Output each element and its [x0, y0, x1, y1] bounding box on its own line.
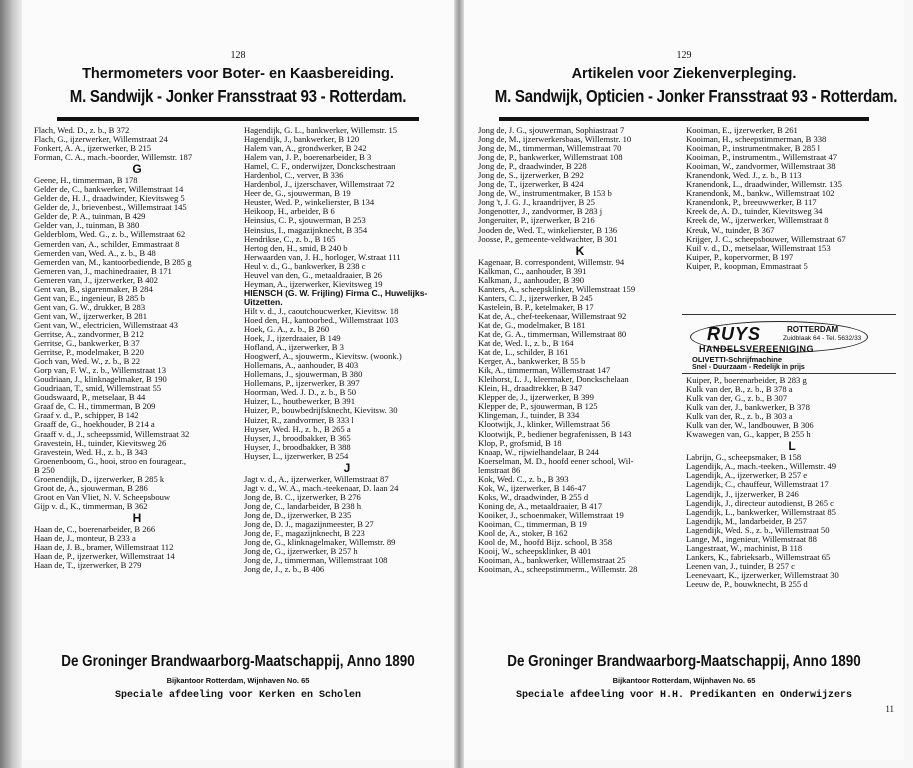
directory-entry: Jong de, W., instrumentmaker, B 153 b	[478, 188, 612, 199]
directory-entry: Hollemans, P., ijzerwerker, B 397	[244, 378, 360, 389]
directory-entry: Kreek de, W., ijzerwerker, Willemstraat 8	[686, 215, 829, 226]
directory-entry: Kerger, A., bankwerker, B 55 b	[478, 356, 586, 367]
directory-entry: Kalkman, J., aanhouder, B 390	[478, 274, 585, 285]
directory-entry: Kanters, A., scheepsklinker, Willemstraat 159	[478, 283, 636, 294]
directory-entry: Kreuk, W., tuinder, B 367	[686, 224, 775, 235]
directory-entry: Kat de, G. A., timmerman, Willemstraat 80	[478, 328, 627, 339]
directory-entry: Hertog den, H., smid, B 240 b	[244, 242, 348, 253]
page-header-advert: Artikelen voor Ziekenverpleging.	[571, 66, 797, 82]
directory-entry: Kranendonk, M., bankw., Willemstraat 102	[686, 188, 835, 199]
directory-entry: Lankers, K., fabrieksarb., Willemstraat 65	[686, 551, 831, 562]
section-letter: J	[343, 460, 351, 475]
directory-entry: Lagendijk, J., ijzerwerker, B 246	[686, 488, 799, 499]
directory-entry: Kat de, Wed. I., z. b., B 164	[478, 338, 574, 349]
directory-entry: Flach, Wed. D., z. b., B 372	[34, 126, 130, 135]
directory-entry: Leenevaart, K., ijzerwerker, Willemstraat 30	[686, 569, 839, 580]
directory-entry: Gravestein, Wed. H., z. b., B 343	[34, 446, 148, 457]
directory-entry: Heul v. d., G., bankwerker, B 238 c	[244, 260, 366, 271]
directory-entry: Jong de, F., magazijnknecht, B 223	[244, 528, 365, 539]
directory-entry: Kuiper, P., koopman, Emmastraat 5	[686, 260, 808, 271]
ad-city: ROTTERDAM	[787, 325, 839, 334]
header-rule	[499, 117, 869, 121]
directory-entry: Joosse, P., gemeente-veldwachter, B 301	[478, 233, 618, 244]
directory-entry: Hoogwerf, A., sjouwerm., Kievitsw. (woonk.)	[244, 351, 402, 362]
directory-entry: Klepper de, J., ijzerwerker, B 399	[478, 392, 594, 403]
directory-entry: Haan de, P., ijzerwerker, Willemstraat 14	[34, 551, 175, 562]
directory-entry: Hardenbol, C., verver, B 336	[244, 170, 344, 181]
directory-entry: Goudriaan, T., smid, Willemstraat 55	[34, 383, 162, 394]
directory-column	[244, 126, 450, 574]
directory-entry: Jooden de, Wed. T., winkelierster, B 136	[478, 224, 618, 235]
directory-entry: Kok, Wed. C., z. b., B 393	[478, 473, 569, 484]
directory-entry: Kuiper, P., boerenarbeider, B 283 g	[686, 376, 807, 385]
directory-entry: Kulk van der, R., z. b., B 303 a	[686, 411, 793, 422]
directory-entry: Jagt v. d., A., ijzerwerker, Willemstraat 87	[244, 473, 389, 484]
directory-entry: Jongenotter, J., zandvormer, B 283 j	[478, 206, 603, 217]
directory-entry: Gemerden van, A., schilder, Emmastraat 8	[34, 238, 180, 249]
directory-entry: Klootwijk, J., klinker, Willemstraat 56	[478, 419, 610, 430]
directory-entry: Haan de, J. B., bramer, Willemstraat 112	[34, 542, 174, 553]
directory-entry: Lagendijk, M., landarbeider, B 257	[686, 515, 807, 526]
directory-entry: Kok, W., ijzerwerker, B 146-47	[478, 482, 587, 493]
directory-entry: Hagendijk, G. L., bankwerker, Willemstr. 15	[244, 126, 398, 135]
page-header-address: M. Sandwijk - Jonker Fransstraat 93 - Rotterdam.	[69, 86, 407, 106]
directory-entry: Jong de, C., landarbeider, B 238 h	[244, 500, 362, 511]
directory-entry: Lagendijk, J., directeur autodienst, B 265 c	[686, 497, 834, 508]
header-rule	[57, 117, 420, 121]
directory-entry: Hendrikse, C., z. b., B 165	[244, 233, 336, 244]
footer-advert-title: De Groninger Brandwaarborg-Maatschappij, Anno 1890	[61, 653, 415, 670]
directory-entry: Huyser, J., broodbakker, B 388	[244, 441, 351, 452]
directory-entry: Kastelein, B. P., ketelmaker, B 17	[478, 301, 594, 312]
directory-entry: Kulk van der, B., z. b., B 378 a	[686, 384, 793, 395]
directory-column	[34, 126, 240, 570]
directory-entry: Jong 't, J. G. J., kraandrijver, B 25	[478, 197, 595, 208]
footer-advert-slogan: Speciale afdeeling voor Kerken en Scholen	[114, 690, 362, 701]
directory-entry: Lagendijk, Wed. S., z. b., Willemstraat 50	[686, 524, 830, 535]
directory-entry: Leenen van, J., tuinder, B 257 c	[686, 560, 795, 571]
directory-entry: Jong de, T., ijzerwerker, B 424	[478, 179, 584, 190]
directory-entry: Heyman, A., ijzerwerker, Kievitsweg 19	[244, 278, 383, 289]
directory-entry: Halem van, A., grondwerker, B 242	[244, 143, 367, 154]
directory-entry: Huyser, L., ijzerwerker, B 254	[244, 450, 349, 461]
directory-entry: Kooiman, P., instrumentmaker, B 285 l	[686, 143, 821, 154]
directory-entry: Jong de, B. C., ijzerwerker, B 276	[244, 491, 361, 502]
directory-entry: Kuil v. d., D., metselaar, Willemstraat 153	[686, 242, 831, 253]
book-edge	[0, 0, 22, 768]
directory-entry: Kranendonk, L., draadwinder, Willemstr. 135	[686, 179, 842, 190]
directory-entry: Gelder de, J., brievenbest., Willemstraat 145	[34, 202, 187, 213]
directory-entry: Jong de, S., ijzerwerker, B 292	[478, 170, 584, 181]
section-letter: H	[132, 510, 142, 525]
directory-entry: Heikoop, H., arbeider, B 6	[244, 206, 335, 217]
directory-entry: Jong de, M., ijzerwerkersbaas, Willemstr. 10	[478, 134, 632, 145]
page-number: 129	[676, 50, 692, 61]
directory-entry: Kranendonk, Wed. J., z. b., B 113	[686, 170, 802, 181]
directory-entry: Kuiper, P., kopervormer, B 197	[686, 251, 794, 262]
directory-entry: Groenendijk, D., ijzerwerker, B 285 k	[34, 473, 165, 484]
directory-entry: Hagendijk, J., bankwerker, B 120	[244, 134, 360, 145]
directory-entry: Kat de, A., chef-teekenaar, Willemstraat 92	[478, 310, 627, 321]
directory-entry: Heinsius, I., magazijnknecht, B 354	[244, 224, 368, 235]
section-letter: L	[788, 439, 796, 454]
directory-entry: Graaf v. d., P., schipper, B 142	[34, 410, 139, 421]
directory-entry: Gelderblom, Wed. G., z. b., Willemstraat 62	[34, 229, 186, 240]
directory-entry: Gemeren van, J., ijzerwerker, B 402	[34, 274, 158, 285]
directory-column	[686, 126, 898, 271]
book-gutter	[454, 0, 464, 768]
directory-entry: Gelder de, H. J., draadwinder, Kievitsweg 5	[34, 193, 185, 204]
directory-entry: Goudriaan, J., klinknagelmaker, B 190	[34, 374, 167, 385]
sheet-number: 11	[885, 704, 894, 714]
footer-advert-title: De Groninger Brandwaarborg-Maatschappij, Anno 1890	[507, 653, 861, 670]
directory-entry: Kik, A., timmerman, Willemstraat 147	[478, 365, 611, 376]
section-letter: K	[575, 243, 585, 258]
directory-entry: Leeuw de, P., bouwknecht, B 255 d	[686, 578, 808, 589]
directory-entry: Koning de, A., metaaldraaier, B 417	[478, 500, 602, 511]
directory-entry: Gelder de, P. A., tuinman, B 429	[34, 211, 146, 222]
section-letter: G	[132, 162, 142, 177]
directory-entry: Hilt v. d., J., caoutchoucwerker, Kievitsw. 18	[244, 305, 399, 316]
directory-entry: Kulk van der, W., landbouwer, B 306	[686, 420, 814, 431]
directory-entry: Goudswaard, P., metselaar, B 44	[34, 392, 146, 403]
directory-entry: Kreek de, A. D., tuinder, Kievitsweg 34	[686, 206, 823, 217]
directory-entry: Gelder van, J., tuinman, B 380	[34, 220, 140, 231]
directory-entry: Kranendonk, P., breeuwwerker, B 117	[686, 197, 817, 208]
directory-entry: Kulk van der, J., bankwerker, B 378	[686, 402, 810, 413]
directory-entry: Jong de, P., draadwinder, B 228	[478, 161, 587, 172]
directory-entry: Jong de, J. G., sjouwerman, Sophiastraat 7	[478, 126, 625, 135]
directory-entry: Gijp v. d., K., timmerman, B 362	[34, 500, 148, 511]
directory-entry: Kwawegen van, G., kapper, B 255 h	[686, 429, 811, 440]
directory-entry: Huizer, P., bouwbedrijfsknecht, Kievitsw. 30	[244, 405, 398, 416]
directory-entry: Gent van, E., ingenieur, B 285 b	[34, 292, 145, 303]
directory-entry: Hoed den, H., kantoorbed., Willemstraat 103	[244, 314, 399, 325]
directory-entry: Gerritse, A., zandvormer, B 212	[34, 328, 144, 339]
directory-entry: Groot en Van Vliet, N. V. Scheepsbouw	[34, 491, 171, 502]
directory-entry: Gemerden van, M., kantoorbediende, B 285 g	[34, 256, 192, 267]
directory-entry: Krijger, J. C., scheepsbouwer, Willemstraat 67	[686, 233, 846, 244]
directory-entry: Labrijn, G., scheepsmaker, B 158	[686, 452, 802, 463]
directory-entry: Flach, G., ijzerwerker, Willemstraat 24	[34, 134, 168, 145]
directory-entry: Hollemans, A., aanhouder, B 403	[244, 360, 359, 371]
directory-entry: Gravestein, H., tuinder, Kievitsweg 26	[34, 437, 167, 448]
directory-entry: Kool de, A., stoker, B 162	[478, 528, 568, 539]
ruys-advertisement	[682, 314, 896, 374]
directory-entry: Hoek, G. A., z. b., B 260	[244, 324, 330, 335]
ad-company-name: HANDELSVEREENIGING	[699, 344, 815, 354]
directory-entry: Gerritse, G., bankwerker, B 37	[34, 338, 140, 349]
directory-entry: Huizer, L., houtbewerker, B 391	[244, 396, 355, 407]
directory-entry: Lange, M., ingenieur, Willemstraat 88	[686, 533, 817, 544]
directory-entry: Jagt v. d., W. A., mach.-teekenaar, D. laan 24	[244, 482, 399, 493]
directory-entry: Kooij, W., scheepsklinker, B 401	[478, 546, 592, 557]
directory-entry: Hollemans, J., sjouwerman, B 380	[244, 369, 363, 380]
directory-entry: Kalkman, C., aanhouder, B 391	[478, 265, 587, 276]
directory-entry: Fonkert, A. A., ijzerwerker, B 215	[34, 143, 152, 154]
directory-entry: Huyser, Wed. H., z. b., B 265 a	[244, 423, 351, 434]
directory-entry: Klein, H., draadtrekker, B 347	[478, 383, 583, 394]
ad-address: Zuidblaak 64 - Tel. 5632/33	[783, 335, 862, 342]
directory-entry: Kool de, M., hoofd Bijz. school, B 358	[478, 537, 613, 548]
directory-entry: Gemerden van, Wed. A., z. b., B 48	[34, 247, 156, 258]
directory-entry: Koerselman, M. D., hoofd eener school, Wil-	[478, 455, 634, 466]
directory-entry: Haan de, J., monteur, B 233 a	[34, 532, 136, 543]
directory-entry: Gemeren van, J., machinedraaier, B 171	[34, 265, 172, 276]
directory-entry: Kooiman, E., ijzerwerker, B 261	[686, 126, 798, 135]
footer-advert-address: Bijkantoor Rotterdam, Wijnhaven No. 65	[166, 676, 310, 685]
directory-entry: Kooiman, A., bankwerker, Willemstraat 25	[478, 555, 626, 566]
directory-entry: Heuvel van den, G., metaaldraaier, B 26	[244, 269, 383, 280]
directory-entry: Jong de, J., timmerman, Willemstraat 108	[244, 555, 388, 566]
directory-entry: Kulk van der, G., z. b., B 307	[686, 393, 788, 404]
ad-slogan: Snel - Duurzaam - Redelijk in prijs	[692, 364, 805, 371]
directory-entry: Lagendijk, C., chauffeur, Willemstraat 17	[686, 479, 829, 490]
directory-entry: Jong de, G., ijzerwerker, B 257 h	[244, 546, 358, 557]
directory-entry: Graaff de, G., hoekhouder, B 214 a	[34, 419, 155, 430]
directory-entry: Haan de, T., ijzerwerker, B 279	[34, 560, 142, 571]
directory-entry: Gelder de, C., bankwerker, Willemstraat 14	[34, 184, 184, 195]
directory-entry: Klepper de, P., sjouwerman, B 125	[478, 401, 598, 412]
directory-entry: lemstraat 86	[478, 464, 521, 475]
directory-entry: Kat de, L., schilder, B 161	[478, 347, 569, 358]
directory-entry: Jong de, D., ijzerwerker, B 235	[244, 509, 352, 520]
directory-column	[686, 376, 898, 589]
directory-entry: B 250	[34, 464, 55, 475]
directory-entry: Jong de, J., z. b., B 406	[244, 564, 325, 575]
directory-entry: Kanters, C. J., ijzerwerker, B 245	[478, 292, 593, 303]
directory-entry: Hardenbol, J., ijzerschaver, Willemstraat 72	[244, 179, 395, 190]
directory-entry: Kagenaar, B. correspondent, Willemstr. 94	[478, 256, 625, 267]
directory-entry: Herwaarden van, J. H., horloger, W.straat 111	[244, 251, 401, 262]
page-header-advert: Thermometers voor Boter- en Kaasbereiding.	[82, 66, 394, 82]
directory-entry: Hoek, J., ijzerdraaier, B 149	[244, 333, 341, 344]
directory-entry: Jong de, D. J., magazijnmeester, B 27	[244, 518, 374, 529]
directory-entry: Jongeruiter, P., ijzerwerker, B 216	[478, 215, 595, 226]
directory-entry: Kooiman, C., timmerman, B 19	[478, 518, 587, 529]
directory-entry: Hofland, A., ijzerwerker, B 3	[244, 342, 344, 353]
directory-column	[478, 126, 682, 574]
directory-entry: Kleihorst, L. J., kleermaker, Donckschelaan	[478, 374, 629, 385]
directory-entry: Goch van, Wed. W., z. b., B 22	[34, 356, 141, 367]
directory-entry: Klootwijk, P., bediener begrafenissen, B 143	[478, 428, 632, 439]
directory-entry: Heinsius, C. P., sjouwerman, B 253	[244, 215, 366, 226]
directory-entry: Heer de, G., sjouwerman, B 19	[244, 188, 351, 199]
directory-entry: Graaff v. d., J., scheepssmid, Willemstraat 32	[34, 428, 190, 439]
directory-entry: Jong de, P., bankwerker, Willemstraat 108	[478, 152, 623, 163]
directory-entry: Haan de, C., boerenarbeider, B 266	[34, 523, 156, 534]
ruys-logo-oval	[690, 321, 868, 353]
directory-entry: Kooiman, W., zandvormer, Willemstraat 38	[686, 161, 836, 172]
directory-entry: Groenenboom, G., hooi, stroo en fouragear.,	[34, 455, 187, 466]
directory-entry: Kooiman, H., scheepstimmerman, B 338	[686, 134, 827, 145]
directory-entry: Forman, C. A., mach.-boorder, Willemstr. 187	[34, 152, 193, 163]
directory-entry: Halem van, J. P., boerenarbeider, B 3	[244, 152, 372, 163]
directory-entry: Huizer, R., zandvormer, B 333 l	[244, 414, 354, 425]
directory-entry: Hamel, C. F., onderwijzer, Donckschestraan	[244, 161, 396, 172]
page-header-address: M. Sandwijk, Opticien - Jonker Fransstraat 93 - Rotterdam.	[494, 86, 898, 106]
directory-entry: HIENSCH (G. W. Frijling) Firma C., Huwelijks-	[244, 287, 428, 298]
left-page	[22, 0, 454, 760]
footer-advert-address: Bijkantoor Rotterdam, Wijnhaven No. 65	[612, 676, 756, 685]
directory-entry: Heuster, Wed. P., winkelierster, B 134	[244, 197, 375, 208]
directory-entry: Gerritse, P., modelmaker, B 220	[34, 347, 144, 358]
directory-entry: Kooiman, A., scheepstimmerm., Willemstr. 28	[478, 564, 638, 575]
page-number: 128	[230, 50, 246, 61]
directory-entry: Jong de, G., klinknagelmaker, Willemstr. 89	[244, 537, 396, 548]
ad-product: OLIVETTI-Schrijfmachine	[692, 355, 783, 364]
directory-entry: Lagendijk, L., bankwerker, Willemstraat 85	[686, 506, 836, 517]
directory-entry: Klop, P., grofsmid, B 18	[478, 437, 562, 448]
directory-entry: Gent van, G. W., drukker, B 283	[34, 301, 146, 312]
directory-entry: Gorp van, F. W., z. b., Willemstraat 13	[34, 365, 166, 376]
directory-entry: Groot de, A., sjouwerman, B 286	[34, 482, 148, 493]
right-page	[464, 0, 904, 760]
directory-entry: Gent van, W., electricien, Willemstraat 43	[34, 319, 178, 330]
directory-entry: Kooiman, P., instrumentm., Willemstraat 47	[686, 152, 838, 163]
ruys-logo: RUYS	[707, 324, 762, 344]
footer-advert-slogan: Speciale afdeeling voor H.H. Predikanten en Onderwijzers	[515, 690, 853, 701]
directory-entry: Graaf de, C. H., timmerman, B 209	[34, 401, 156, 412]
directory-entry: Hoorman, Wed. J. D., z. b., B 50	[244, 387, 357, 398]
directory-entry: Langestraat, W., machinist, B 118	[686, 542, 803, 553]
directory-entry: Jong de, M., timmerman, Willemstraat 70	[478, 143, 622, 154]
directory-entry: Kooiker, J., schoenmaker, Willemstraat 19	[478, 509, 624, 520]
directory-entry: Gent van, W., ijzerwerker, B 281	[34, 310, 148, 321]
directory-entry: Koks, W., draadwinder, B 255 d	[478, 491, 589, 502]
directory-entry: Huyser, J., broodbakker, B 365	[244, 432, 351, 443]
directory-entry: Geene, H., timmerman, B 178	[34, 175, 138, 186]
directory-entry: Knaap, W., rijwielhandelaar, B 244	[478, 446, 599, 457]
directory-entry: Kat de, G., modelmaker, B 181	[478, 319, 586, 330]
directory-entry: Gent van, B., sigarenmaker, B 284	[34, 283, 153, 294]
directory-entry: Lagendijk, A., ijzerwerker, B 257 e	[686, 470, 808, 481]
directory-entry: Uitzetten.	[244, 296, 283, 307]
directory-entry: Lagendijk, A., mach.-teeken., Willemstr. 49	[686, 461, 837, 472]
directory-entry: Klingeman, J., tuinder, B 334	[478, 410, 580, 421]
